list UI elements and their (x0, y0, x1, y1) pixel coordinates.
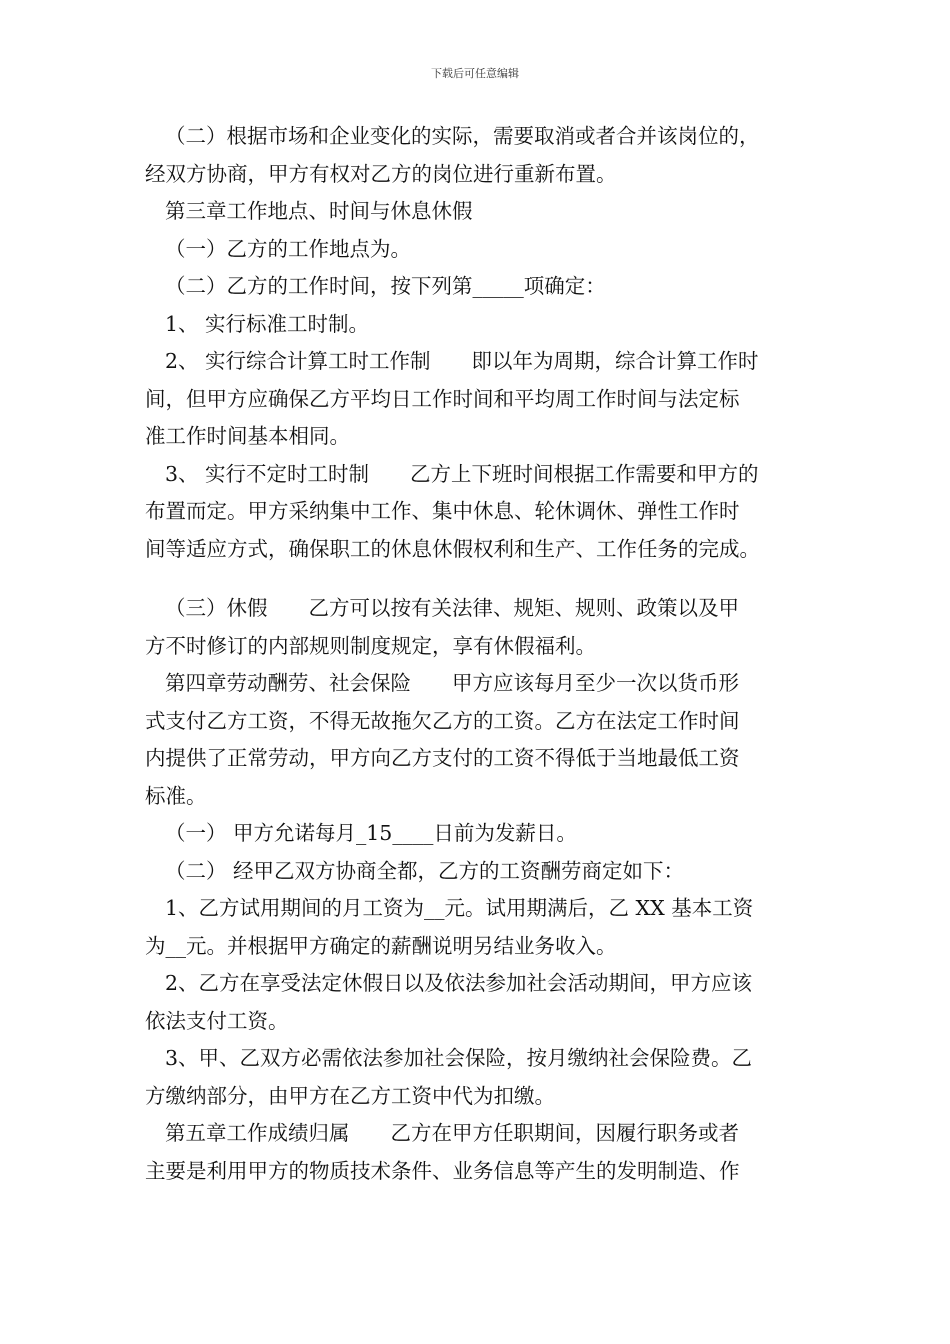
text-line: 内提供了正常劳动，甲方向乙方支付的工资不得低于当地最低工资 (145, 746, 740, 770)
chapter-heading: 第四章劳动酬劳、社会保险 甲方应该每月至少一次以货币形 (165, 671, 739, 695)
text-line: 准工作时间基本相同。 (145, 424, 350, 448)
text-line: 依法支付工资。 (145, 1008, 289, 1033)
text-line: （一）乙方的工作地点为。 (165, 236, 411, 261)
text-line: 1、 实行标准工时制。 (165, 311, 370, 336)
text-line: 间，但甲方应确保乙方平均日工作时间和平均周工作时间与法定标 (145, 386, 740, 411)
text-line: 主要是利用甲方的物质技术条件、业务信息等产生的发明制造、作 (145, 1158, 740, 1183)
text-line: 3、 实行不定时工时制 乙方上下班时间根据工作需要和甲方的 (165, 461, 759, 486)
text-line: 方不时修订的内部规则制度规定，享有休假福利。 (145, 633, 596, 658)
text-line: 式支付乙方工资，不得无故拖欠乙方的工资。乙方在法定工作时间 (145, 708, 740, 733)
text-line: 为__元。并根据甲方确定的薪酬说明另结业务收入。 (145, 933, 617, 958)
text-line: 方缴纳部分，由甲方在乙方工资中代为扣缴。 (145, 1083, 555, 1108)
text-line: 3、甲、乙双方必需依法参加社会保险，按月缴纳社会保险费。乙 (165, 1046, 753, 1070)
text-line: 布置而定。甲方采纳集中工作、集中休息、轮休调休、弹性工作时 (145, 499, 740, 523)
chapter-heading: 第五章工作成绩归属 乙方在甲方任职期间，因履行职务或者 (165, 1121, 739, 1145)
text-line: （一） 甲方允诺每月_15____日前为发薪日。 (165, 821, 577, 845)
paragraph-gap (145, 568, 835, 590)
text-line: 2、乙方在享受法定休假日以及依法参加社会活动期间，甲方应该 (165, 971, 753, 995)
text-line: （二）乙方的工作时间，按下列第_____项确定： (165, 274, 606, 298)
text-line: （二） 经甲乙双方协商全都，乙方的工资酬劳商定如下： (165, 858, 685, 883)
chapter-heading: 第三章工作地点、时间与休息休假 (165, 199, 473, 223)
text-line: （三）休假 乙方可以按有关法律、规矩、规则、政策以及甲 (165, 596, 739, 620)
text-line: 标准。 (145, 783, 207, 808)
text-line: 经双方协商，甲方有权对乙方的岗位进行重新布置。 (145, 161, 617, 186)
text-line: 2、 实行综合计算工时工作制 即以年为周期，综合计算工作时 (165, 349, 759, 373)
text-line: 间等适应方式，确保职工的休息休假权利和生产、工作任务的完成。 (145, 536, 760, 561)
text-line: 1、乙方试用期间的月工资为__元。试用期满后，乙 XX 基本工资 (165, 896, 754, 920)
page-header: 下载后可任意编辑 (431, 67, 519, 80)
text-line: （二）根据市场和企业变化的实际，需要取消或者合并该岗位的， (165, 124, 760, 148)
document-body (145, 118, 835, 1190)
